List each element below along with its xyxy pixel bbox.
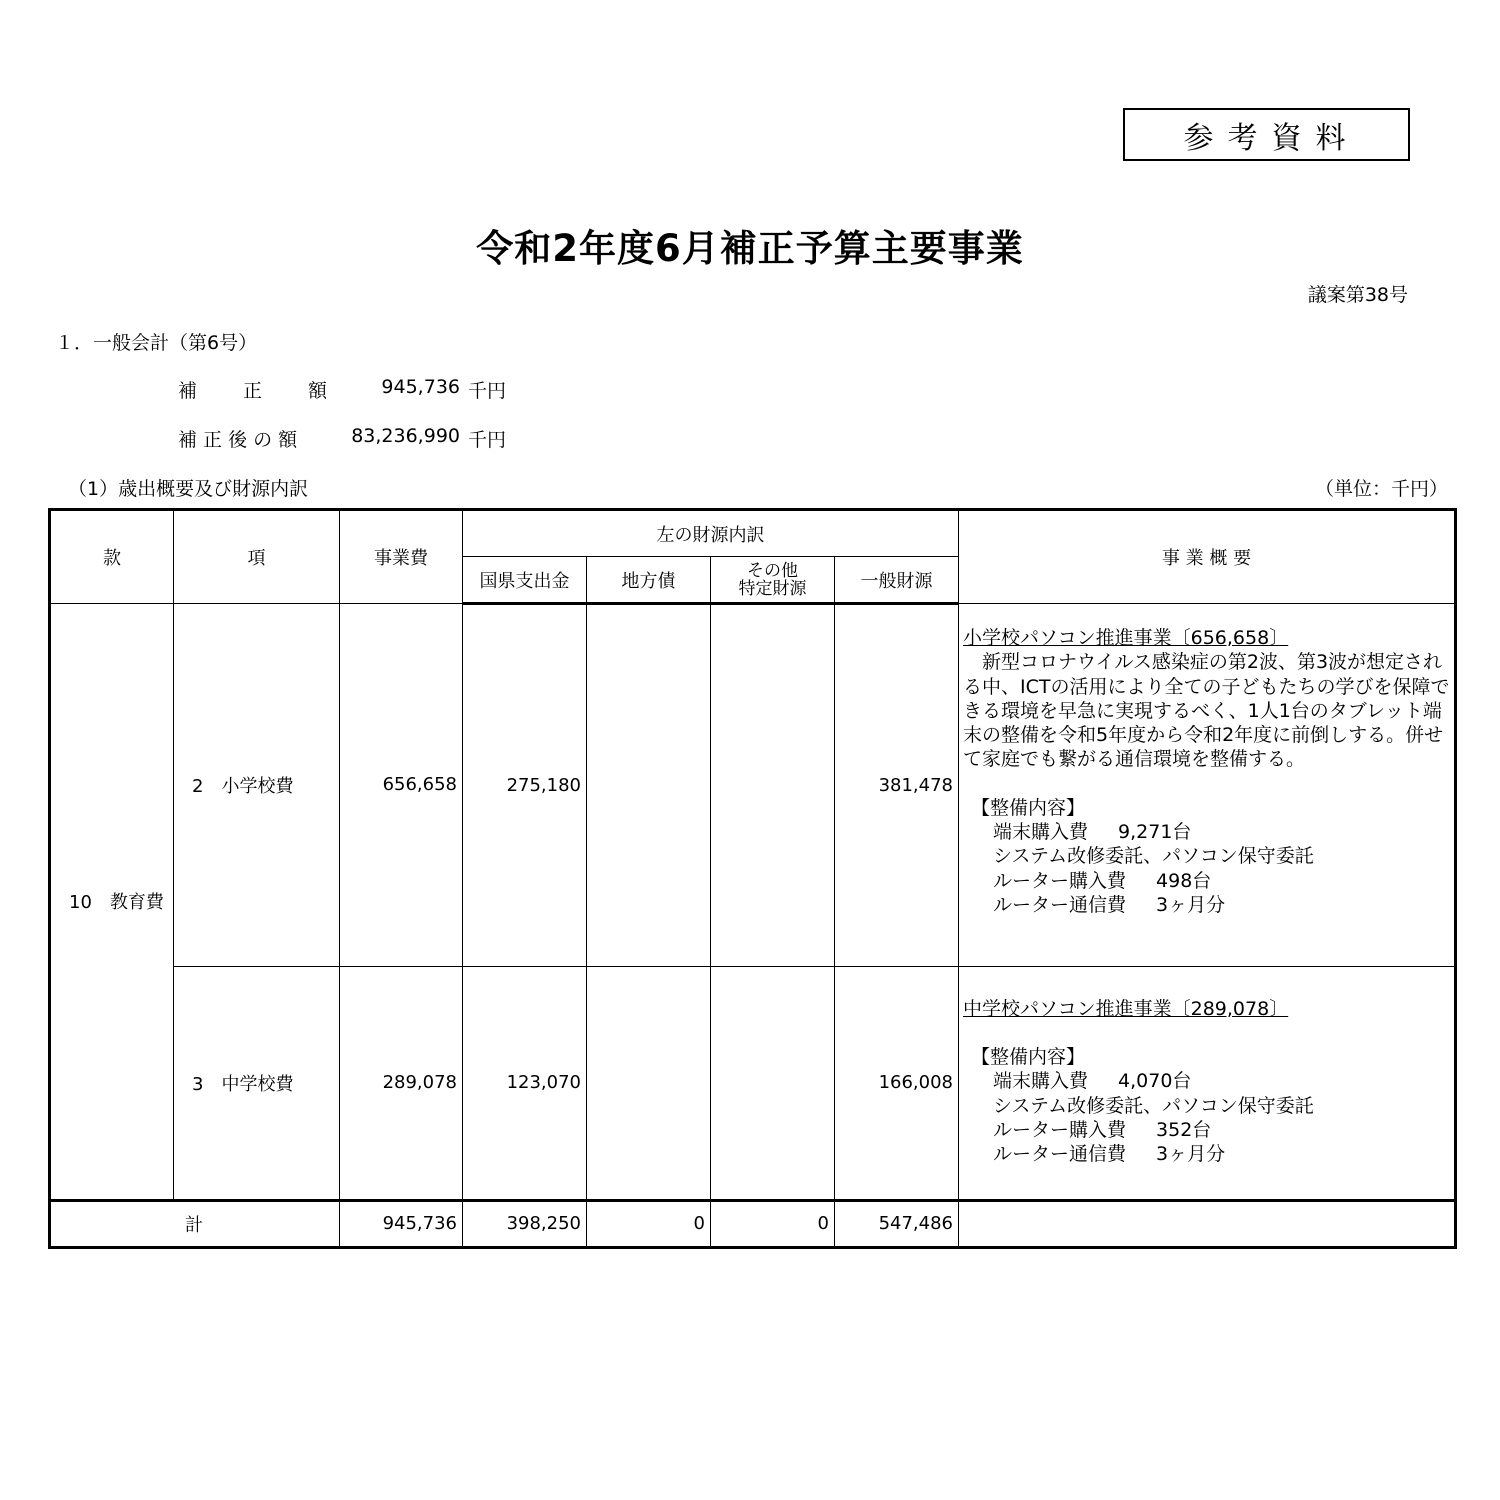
total-label: 計 bbox=[50, 1200, 340, 1247]
summary-title: 中学校パソコン推進事業〔289,078〕 bbox=[963, 997, 1289, 1020]
detail-item bbox=[963, 844, 1450, 868]
correction-unit: 千円 bbox=[468, 380, 507, 402]
summary-cell bbox=[959, 966, 1456, 1200]
table-row bbox=[50, 966, 1456, 1200]
header-other-special-line2: 特定財源 bbox=[738, 578, 807, 599]
detail-heading: 【整備内容】 bbox=[971, 796, 1086, 819]
detail-item bbox=[963, 1142, 1450, 1166]
detail-item bbox=[963, 1069, 1450, 1093]
section-heading: （1）歳出概要及び財源内訳 bbox=[68, 478, 309, 500]
total-summary bbox=[959, 1200, 1456, 1247]
reference-label: 参考資料 bbox=[1123, 108, 1410, 161]
national-cell: 123,070 bbox=[463, 966, 587, 1200]
jigyouhi-cell: 289,078 bbox=[340, 966, 463, 1200]
header-summary: 事 業 概 要 bbox=[959, 510, 1456, 604]
national-cell: 275,180 bbox=[463, 604, 587, 967]
total-row bbox=[50, 1200, 1456, 1247]
local-bond-cell bbox=[587, 604, 711, 967]
header-local-bond: 地方債 bbox=[587, 557, 711, 604]
budget-table bbox=[48, 508, 1457, 1249]
header-general: 一般財源 bbox=[835, 557, 959, 604]
kou-cell: 3 中学校費 bbox=[174, 966, 340, 1200]
detail-item bbox=[963, 820, 1450, 844]
detail-label: 端末購入費 bbox=[993, 821, 1089, 844]
detail-value: 9,271台 bbox=[1118, 821, 1192, 844]
correction-label: 補正額 bbox=[178, 380, 374, 402]
detail-value: 3ヶ月分 bbox=[1156, 1143, 1226, 1166]
after-correction-label: 補 正 後 の 額 bbox=[178, 429, 298, 451]
detail-label: ルーター通信費 bbox=[993, 893, 1127, 916]
header-kan: 款 bbox=[50, 510, 174, 604]
total-general: 547,486 bbox=[835, 1200, 959, 1247]
general-cell: 381,478 bbox=[835, 604, 959, 967]
correction-value: 945,736 bbox=[381, 376, 460, 398]
header-kou: 項 bbox=[174, 510, 340, 604]
after-correction-unit: 千円 bbox=[468, 429, 507, 451]
detail-value: 498台 bbox=[1156, 869, 1212, 892]
detail-label: ルーター購入費 bbox=[993, 869, 1127, 892]
kou-cell: 2 小学校費 bbox=[174, 604, 340, 967]
header-breakdown-group: 左の財源内訳 bbox=[463, 510, 959, 557]
header-other-special-line1: その他 bbox=[747, 560, 798, 581]
account-heading: １．一般会計（第6号） bbox=[55, 332, 258, 354]
detail-item bbox=[963, 1094, 1450, 1118]
detail-value: 352台 bbox=[1156, 1119, 1212, 1141]
header-jigyouhi: 事業費 bbox=[340, 510, 463, 604]
jigyouhi-cell: 656,658 bbox=[340, 604, 463, 967]
total-other-special: 0 bbox=[711, 1200, 835, 1247]
detail-value: 3ヶ月分 bbox=[1156, 893, 1226, 916]
summary-title: 小学校パソコン推進事業〔656,658〕 bbox=[963, 627, 1289, 649]
total-jigyouhi: 945,736 bbox=[340, 1200, 463, 1247]
total-local-bond: 0 bbox=[587, 1200, 711, 1247]
detail-label: システム改修委託、パソコン保守委託 bbox=[993, 845, 1314, 868]
bill-number: 議案第38号 bbox=[1307, 284, 1408, 306]
table-row bbox=[50, 604, 1456, 967]
detail-label: ルーター通信費 bbox=[993, 1143, 1127, 1166]
summary-cell bbox=[959, 604, 1456, 967]
summary-text: 新型コロナウイルス感染症の第2波、第3波が想定される中、ICTの活用により全ての子どもたちの学びを保障できる環境を早急に実現するべく、1人1台のタブレット端末の整備を令和5年度から令和2年度に前倒しする。併せて家庭でも繋がる通信環境を整備する。 bbox=[963, 651, 1450, 771]
detail-item bbox=[963, 869, 1450, 893]
unit-note: （単位：千円） bbox=[1314, 478, 1448, 500]
other-special-cell bbox=[711, 966, 835, 1200]
local-bond-cell bbox=[587, 966, 711, 1200]
other-special-cell bbox=[711, 604, 835, 967]
after-correction-value: 83,236,990 bbox=[351, 425, 460, 447]
detail-item bbox=[963, 1118, 1450, 1142]
page-title: 令和2年度6月補正予算主要事業 bbox=[476, 227, 1024, 270]
kan-cell: 10 教育費 bbox=[50, 604, 174, 1201]
general-cell: 166,008 bbox=[835, 966, 959, 1200]
detail-label: 端末購入費 bbox=[993, 1070, 1089, 1093]
detail-item bbox=[963, 893, 1450, 917]
header-national: 国県支出金 bbox=[463, 557, 587, 604]
detail-value: 4,070台 bbox=[1118, 1070, 1192, 1093]
detail-heading: 【整備内容】 bbox=[971, 1046, 1086, 1069]
header-other-special bbox=[711, 557, 835, 604]
detail-label: システム改修委託、パソコン保守委託 bbox=[993, 1094, 1314, 1117]
total-national: 398,250 bbox=[463, 1200, 587, 1247]
detail-label: ルーター購入費 bbox=[993, 1119, 1127, 1141]
